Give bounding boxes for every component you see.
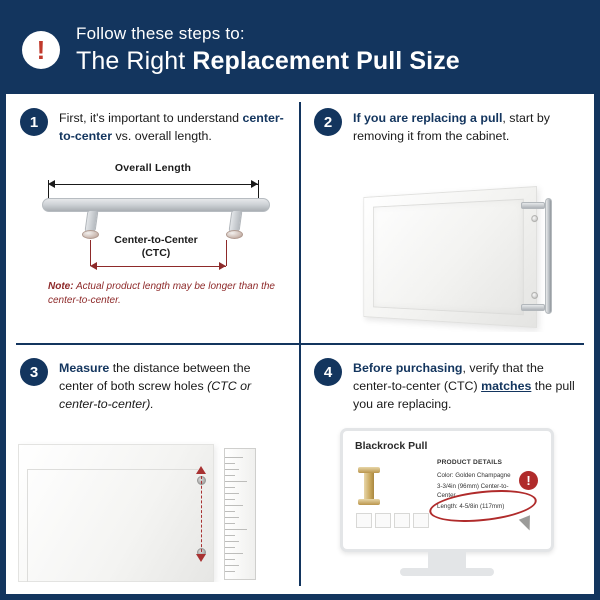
measurement-arrow-down (196, 554, 206, 562)
steps-grid (6, 94, 594, 594)
product-pull-foot-bottom (358, 499, 380, 505)
mouse-cursor-icon (519, 515, 535, 532)
ctc-label-line1: Center-to-Center (114, 233, 198, 246)
step-3-head (20, 358, 284, 414)
step-1-head (20, 108, 284, 146)
product-detail-length: Length: 4-5/8in (117mm) (437, 502, 505, 510)
step-1-text-b: center-to-center (59, 111, 284, 143)
header-title-bold: Replacement Pull Size (192, 47, 460, 75)
product-image (356, 461, 428, 507)
overall-length-arrow-line (54, 184, 258, 185)
ctc-label (66, 234, 246, 260)
step-2-head (314, 108, 578, 146)
step-3-text-b: the distance between the center of both screw holes (59, 361, 251, 393)
header-text-block (76, 24, 460, 76)
measurement-arrow-up (196, 466, 206, 474)
monitor-screen (340, 428, 554, 552)
ctc-arrow-right (219, 262, 226, 270)
step-4-number: 4 (314, 358, 342, 386)
step-2-panel (300, 94, 594, 344)
product-listing-monitor (340, 428, 558, 588)
step-3-text-c: (CTC or center-to-center). (59, 378, 252, 411)
product-length-note (48, 280, 288, 309)
pull-post-right (228, 210, 242, 232)
step-1-number: 1 (20, 108, 48, 136)
product-detail-color: Color: Golden Champagne (437, 472, 511, 479)
step-2-text (353, 108, 578, 146)
header-title-light: The Right (76, 47, 193, 75)
step-1-text-c: vs. overall length. (112, 128, 212, 143)
door-panel (18, 444, 214, 582)
cabinet-screw-top (531, 215, 538, 222)
note-prefix: Note: (48, 280, 74, 292)
product-details-heading: PRODUCT DETAILS (437, 459, 503, 466)
ruler (224, 448, 256, 580)
overall-length-label: Overall Length (114, 161, 192, 174)
product-detail-ctc: 3-3/4in (96mm) Center-to-Center (437, 482, 509, 500)
step-4-text (353, 358, 578, 414)
step-1-text (59, 108, 284, 146)
step-4-panel (300, 344, 594, 594)
product-title: Blackrock Pull (355, 440, 428, 452)
monitor-base (400, 568, 494, 576)
step-3-number: 3 (20, 358, 48, 386)
step-4-text-b: , verify that the center-to-center (CTC) (353, 361, 544, 393)
pull-measurement-diagram (26, 161, 280, 307)
screw-hole-measurement-photo (18, 430, 288, 582)
cabinet-door-inset (373, 199, 524, 316)
ctc-arrow-line (96, 266, 226, 267)
ctc-tick-right (226, 240, 227, 266)
header-subtitle: Follow these steps to: (76, 24, 245, 43)
step-1-text-a: First, it's important to understand (59, 111, 243, 125)
removed-pull-post-bottom (521, 304, 545, 311)
step-3-text-a: Measure (59, 361, 110, 375)
step-2-number: 2 (314, 108, 342, 136)
product-pull-foot-top (358, 467, 380, 473)
ctc-arrow-left (90, 262, 97, 270)
note-text: Actual product length may be longer than the center-to-center. (48, 280, 275, 307)
cabinet-screw-bottom (531, 292, 538, 299)
step-2-text-b: , start by removing it from the cabinet. (353, 111, 550, 143)
product-thumbnail-strip[interactable] (356, 513, 429, 528)
product-thumbnail[interactable] (356, 513, 372, 528)
header-title (76, 47, 460, 76)
ctc-label-line2: (CTC) (141, 247, 171, 260)
overall-length-arrow-left (48, 180, 55, 188)
pull-post-left (84, 210, 98, 232)
step-4-text-d: the pull you are replacing. (353, 378, 575, 411)
step-3-panel (6, 344, 300, 594)
product-thumbnail[interactable] (413, 513, 429, 528)
monitor-stand (428, 552, 466, 568)
exclamation-icon-callout: ! (519, 471, 538, 490)
door-panel-edge (27, 469, 198, 582)
ctc-tick-left (90, 240, 91, 266)
step-4-text-c: matches (481, 378, 532, 393)
overall-length-arrow-right (251, 180, 258, 188)
product-thumbnail[interactable] (375, 513, 391, 528)
step-4-head (314, 358, 578, 414)
step-2-text-a: If you are replacing a pull (353, 111, 503, 125)
product-thumbnail[interactable] (394, 513, 410, 528)
step-1-panel (6, 94, 300, 344)
measurement-dashed-line (201, 476, 202, 552)
cabinet-door (363, 186, 537, 328)
cabinet-pull-removal-photo (314, 172, 580, 332)
step-4-text-a: Before purchasing (353, 361, 463, 375)
removed-pull-bar (545, 198, 552, 314)
step-3-text (59, 358, 284, 414)
header-banner (6, 6, 594, 94)
exclamation-icon: ! (22, 31, 60, 69)
product-pull-bar (364, 469, 374, 503)
removed-pull-post-top (521, 202, 545, 209)
